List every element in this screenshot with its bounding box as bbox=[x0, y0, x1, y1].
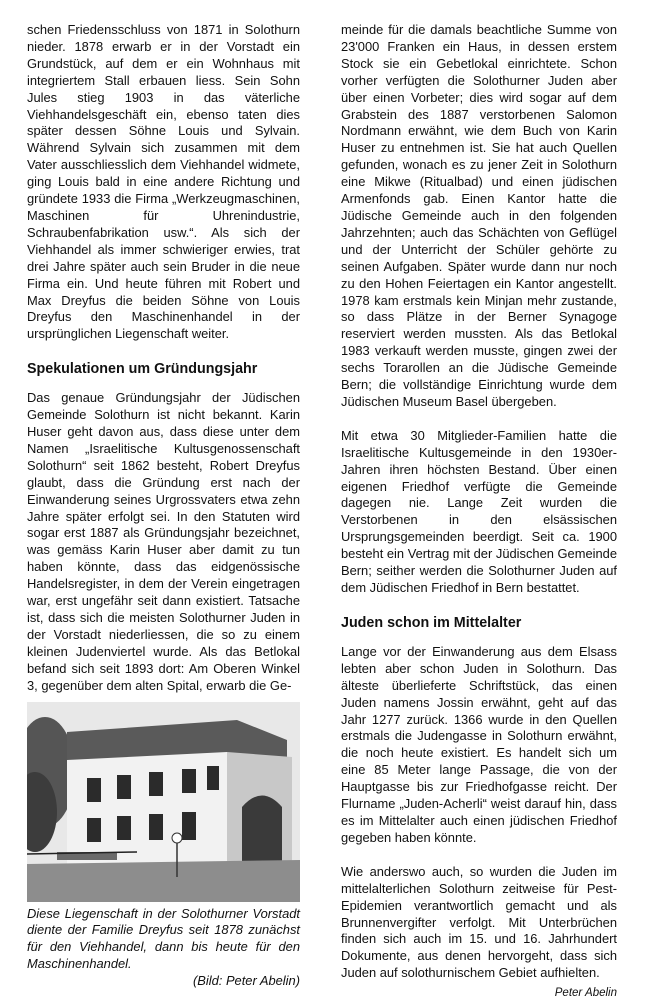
left-column bbox=[27, 22, 300, 990]
right-column bbox=[341, 22, 617, 1002]
section-heading: Juden schon im Mittelalter bbox=[341, 614, 522, 631]
photo-caption bbox=[27, 906, 300, 991]
paragraph: meinde für die damals beachtliche Summe von 23'000 Franken ein Haus, in dessen erstem Stock sie ein Gebetlokal einrichtete. Schon vorher verfügten die Solothurner Juden aber über einen Vorbeter; dies wird sogar auf dem Grabstein des 1887 verstorbenen Salomon Nordmann erwähnt, wie dem Buch von Karin Huser zu entnehmen ist. Sie hat auch Quellen gefunden, wonach es zu jener Zeit in Solothurn eine Mikwe (Ritualbad) und einen jüdischen Armenfonds gab. Einen Kantor hatte die Jüdische Gemeinde auch in den folgenden Jahrzehnten; auch das Schächten von Geflügel und der Unterricht der Schüler gehörte zu seinen Aufgaben. Später wurde dann nur noch zu den Hohen Feiertagen ein Kantor angestellt. 1978 kam erstmals kein Minjan mehr zustande, so dass Plätze in der Berner Synagoge reserviert werden mussten. Als das Betlokal 1983 verkauft werden musste, gingen zwei der sechs Torarollen an die Jüdische Gemeinde Bern; die vollständige Einrichtung wurde dem Jüdischen Museum Basel übergeben. bbox=[341, 22, 617, 409]
author-signature: Peter Abelin bbox=[554, 987, 617, 1000]
photo-credit: (Bild: Peter Abelin) bbox=[193, 973, 300, 989]
section-heading: Spekulationen um Gründungsjahr bbox=[27, 361, 258, 378]
building-photo bbox=[27, 702, 300, 902]
paragraph: Mit etwa 30 Mitglieder-Familien hatte die Israelitische Kultusgemeinde in den 1930er-Jahren ihren höchsten Bestand. Über einen eigenen Friedhof verfügte die Gemeinde dagegen nie. Lange Zeit wurden die Verstorbenen in den elsässischen Ursprungsgemeinden beerdigt. Seit ca. 1900 besteht ein Vertrag mit der Jüdischen Gemeinde Bern; seither werden die Solothurner Juden auf dem Jüdischen Friedhof in Bern bestattet. bbox=[341, 427, 617, 595]
paragraph: Lange vor der Einwanderung aus dem Elsass lebten aber schon Juden in Solothurn. Das älteste überlieferte Schriftstück, das einen Juden namens Jossin erwähnt, geht auf das Jahr 1277 zurück. 1366 wurde in den Quellen erstmals die Judengasse in Solothurn erwähnt, die noch heute existiert. Es handelt sich um eine 85 Meter lange Passage, die von der Hauptgasse bis zur Friedhofgasse reicht. Der Flurname „Juden-Acherli“ weist darauf hin, dass es im Mittelalter auch einen jüdischen Friedhof gegeben haben könnte. bbox=[341, 643, 617, 845]
caption-text: Diese Liegenschaft in der Solothurner Vorstadt diente der Familie Dreyfus seit 1878 zunächst für den Viehhandel, dann bis heute für den Maschinenhandel. bbox=[27, 905, 300, 972]
paragraph: Wie anderswo auch, so wurden die Juden im mittelalterlichen Solothurn zeitweise für Pest-Epidemien verantwortlich gemacht und als Brunnenvergifter verfolgt. Mit Unterbrüchen finden sich auch im 15. und 16. Jahrhundert Dokumente, aus denen hervorgeht, dass sich Juden auf solothurnischem Gebiet aufhielten. bbox=[341, 863, 617, 981]
paragraph: Das genaue Gründungsjahr der Jüdischen Gemeinde Solothurn ist nicht bekannt. Karin Huser geht davon aus, dass diese unter dem Namen „Israelitische Kultusgenossenschaft Solothurn“ seit 1862 besteht, Robert Dreyfus glaubt, dass die Gründung erst nach der Einwanderung seines Urgrossvaters etwa zehn Jahre später erfolgt sei. In den Statuten wird sogar erst 1887 als Gründungsjahr bezeichnet, was gemäss Karin Huser aber damit zu tun haben könnte, dass das eidgenössische Handelsregister, in dem der Verein eingetragen war, erst ungefähr seit dann existiert. Tatsache ist, dass sich die meisten Solothurner Juden in der Vorstadt niederliessen, die so zu einem kleinen Judenviertel wurde. Als das Betlokal befand sich seit 1893 dort: Am Oberen Winkel 3, gegenüber dem alten Spital, erwarb die Ge- bbox=[27, 390, 300, 693]
building-photo-drawing bbox=[27, 702, 300, 902]
paragraph: schen Friedensschluss von 1871 in Solothurn nieder. 1878 erwarb er in der Vorstadt ein Grundstück, auf dem er ein Wohnhaus mit integriertem Stall erbauen liess. Sein Sohn Jules stieg 1903 in das väterliche Viehhandelsgeschäft ein, ebenso taten dies später dessen Söhne Louis und Sylvain. Während Sylvain sich zusammen mit dem Vater ausschliesslich dem Viehhandel widmete, ging Louis bald in eine andere Richtung und gründete 1933 die Firma „Werkzeugmaschinen, Maschinen für Uhrenindustrie, Schraubenfabrikation usw.“. Als sich der Viehhandel als immer schwieriger erwies, trat drei Jahre später auch sein Bruder in die neue Firma ein. Und heute führen mit Robert und Max Dreyfus die beiden Söhne von Louis Dreyfus den Maschinenhandel in der ursprünglichen Liegenschaft weiter. bbox=[27, 22, 300, 342]
